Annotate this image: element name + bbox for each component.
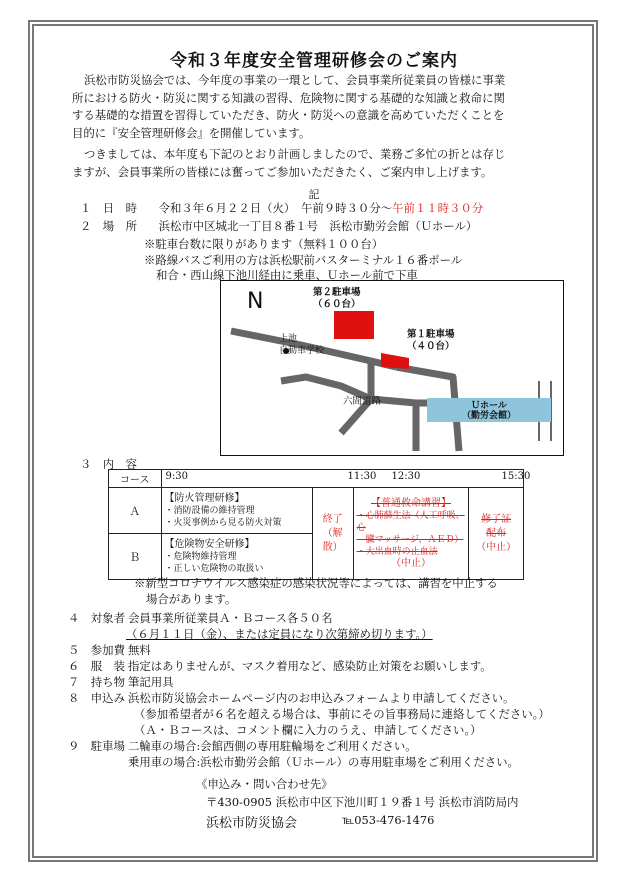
parking-1-name: 第１駐車場 [407,329,455,340]
item-9-car: 乗用車の場合:浜松市勤労会館（Ｕホール）の専用駐車場をご利用ください。 [128,755,519,769]
item-8-note-2: （Ａ・Ｂコースは、コメント欄に入力のうえ、申請してください。） [134,723,482,737]
parking-1-area [381,353,409,369]
rescue-title: 【普通救命講習】 [370,497,451,509]
contact-address: 〒430-0905 浜松市中区下池川町１９番１号 浜松市消防局内 [206,795,519,809]
schedule-table [108,469,531,580]
cert-status: （中止） [476,541,517,553]
course-a-content [161,488,312,534]
item-8-note-1: （参加希望者が６名を超える場合は、事前にその旨事務局に連絡してください。） [134,707,550,721]
map-roads [221,281,562,454]
item-5-value: 無料 [128,643,151,657]
rescue-cell [353,488,469,580]
item-1-value: 令和３年６月２２日（火） 午前９時３０分〜 [158,201,393,215]
contact-tel: ℡053-476-1476 [342,813,435,827]
intro-line-1: 浜松市防災協会では、今年度の事業の一環として、会員事業所従業員の皆様に事業 [84,73,506,87]
item-5 [68,642,151,658]
bus-note-2: 和合・西山線下池川経由に乗車、Ｕホール前で下車 [156,268,418,282]
parking-2-area [334,311,374,339]
intro-line-5: つきましては、本年度も下記のとおり計画しましたので、業務ご多忙の折とは存じ [84,147,506,161]
hall-name: Ｕホール [471,401,507,411]
time-0930: 9:30 [165,471,188,482]
end-sub-label: （解散） [322,527,343,553]
item-7 [68,674,174,690]
intro-line-6: ますが、会員事業所の皆様には奮ってご参加いただきたく、ご案内申し上げます。 [72,164,493,179]
item-9-value: 二輪車の場合:会館西側の専用駐輪場をご利用ください。 [128,739,417,753]
ki-heading: 記 [308,188,320,201]
item-1-date [80,200,483,216]
time-header [161,470,531,488]
item-2-value: 浜松市中区城北一丁目８番１号 浜松市勤労会館（Ｕホール） [158,219,478,233]
course-a-item-1: ・消防設備の維持管理 [164,505,255,516]
item-9 [68,738,417,754]
course-a: Ａ [109,488,162,534]
item-8-value: 浜松市防災協会ホームページ内のお申込みフォームより申請してください。 [128,691,515,705]
parking-note: ※駐車台数に限りがあります（無料１００台） [144,237,384,251]
rescue-item-1: ・心肺蘇生法（人工呼吸、心 [356,510,465,533]
item-5-label: ５ 参加費 [68,643,125,657]
covid-note-2: 場合があります。 [146,592,237,606]
course-b: Ｂ [109,534,162,580]
item-8 [68,690,515,706]
cert-label: 修了証 [481,513,512,525]
bus-note: ※路線バスご利用の方は浜松駅前バスターミナル１６番ポール [144,253,463,267]
time-1230: 12:30 [391,471,421,482]
contact-org: 浜松市防災協会 [206,816,298,831]
end-cell [312,488,353,580]
parking-2-name: 第２駐車場 [313,287,361,298]
course-a-item-2: ・火災事例から見る防火対策 [164,517,282,528]
north-arrow-icon: N [247,289,264,314]
intro-line-3: する基礎的な措置を習得していただき、防火・防災への意識を高めていただくことを [72,108,505,123]
school-name-1: 上池 [279,334,298,344]
page-title: 令和３年度安全管理研修会のご案内 [170,51,458,71]
course-header: コース [109,470,162,488]
hall-label [427,401,551,421]
course-b-title: 【危険物安全研修】 [164,538,255,550]
item-4 [68,610,332,626]
hall-subname: （勤労会館） [461,411,516,421]
schedule-row-a [109,488,524,534]
contact-heading: 《申込み・問い合わせ先》 [196,777,333,791]
school-name-2: 自動車学校 [279,346,325,356]
course-b-item-1: ・危険物維持管理 [164,551,237,562]
intro-line-4: 目的に『安全管理研修会』を開催しています。 [72,125,311,140]
item-8-label: ８ 申込み [68,691,125,705]
course-a-title: 【防火管理研修】 [164,492,245,504]
cert-cell [469,488,524,580]
course-b-content [161,534,312,580]
end-label: 終了 [322,513,343,525]
item-7-value: 筆記用具 [128,675,174,689]
rescue-item-2: 臓マッサージ、ＡＥＤ） [356,534,464,545]
parking-2-capacity: （６０台） [313,299,361,310]
school-label [279,333,324,357]
item-4-value: 会員事業所従業員Ａ・Ｂコース各５０名 [128,611,333,625]
item-1-value-red: 午前１１時３０分 [392,201,484,215]
item-4-deadline: （６月１１日（金）、または定員になり次第締め切ります。） [126,627,433,641]
rescue-item-3: ・大出血時の止血法 [356,546,438,557]
access-map [220,280,564,456]
item-3-label: ３ 内 容 [80,457,137,471]
time-1530: 15:30 [501,471,531,482]
parking-1-capacity: （４０台） [407,341,455,352]
parking-2-label [313,287,361,311]
item-6 [68,658,492,674]
item-4-label: ４ 対象者 [68,611,125,625]
item-7-label: ７ 持ち物 [68,675,125,689]
rescue-status: （中止） [390,557,431,569]
course-b-item-2: ・正しい危険物の取扱い [164,563,264,574]
item-6-label: ６ 服 装 [68,659,125,673]
intro-line-2: 所における防火・防災に関する知識の習得、危険物に関する基礎的な知識と救命に関 [72,90,505,105]
item-9-label: ９ 駐車場 [68,739,125,753]
parking-1-label [407,329,455,353]
time-1130: 11:30 [347,471,377,482]
item-6-value: 指定はありませんが、マスク着用など、感染防止対策をお願いします。 [128,659,492,673]
road-label: 六間道路 [343,396,382,407]
schedule-header-row [109,470,524,488]
item-2-place [80,218,477,234]
item-2-label: ２ 場 所 [80,219,137,233]
cert-label-2: 配布 [486,527,507,539]
item-1-label: １ 日 時 [80,201,137,215]
covid-note-1: ※新型コロナウイルス感染症の感染状況等によっては、講習を中止する [134,576,498,590]
